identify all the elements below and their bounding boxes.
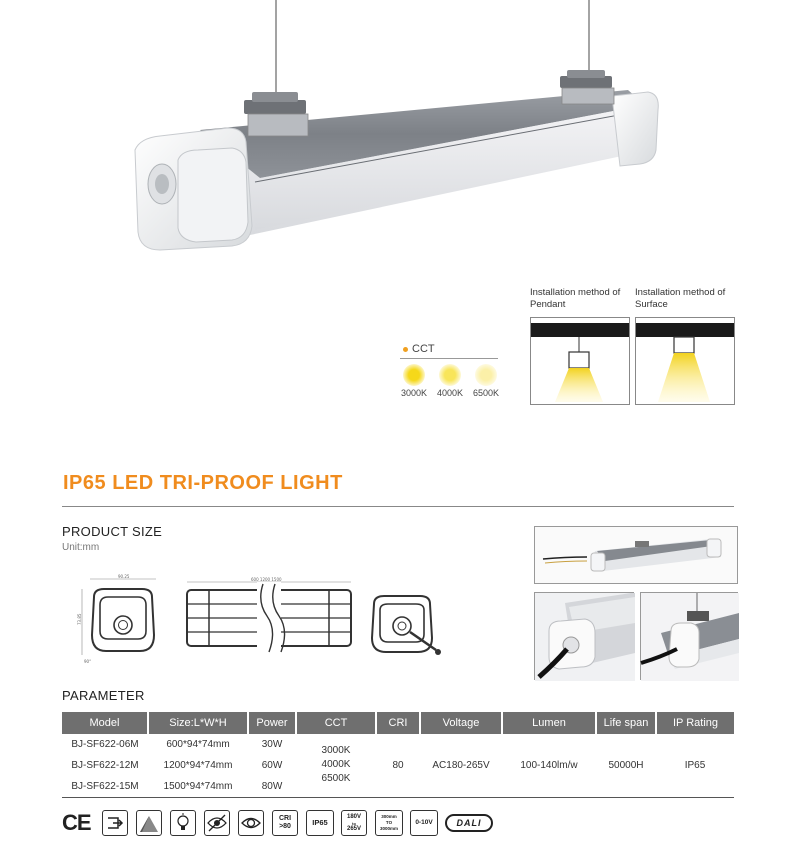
cct-4000k-swatch-icon [439,364,461,386]
dim-length-label: 600 1200 1500 [251,577,282,582]
table-header-row [62,712,734,734]
ce-mark-icon: CE [62,810,91,835]
surface-diagram [635,317,735,405]
unit-label: Unit:mm [62,542,100,553]
dali-logo-icon: DALI [445,814,493,832]
header-lumen: Lumen [502,712,596,734]
pendant-caption: Installation method of Pendant [530,287,621,310]
cell-power: 80W [261,780,283,792]
product-hero-image [0,0,800,270]
cct-title: CCT [403,343,435,355]
cct-value-3000k: 3000K [321,745,351,757]
page-title: IP65 LED TRI-PROOF LIGHT [63,472,343,494]
cell-voltage: AC180-265V [432,759,490,771]
product-size-heading: PRODUCT SIZE [62,524,163,539]
cell-model: BJ-SF622-15M [71,780,139,792]
cable-length-icon: 300mm TO 3000mm [375,810,403,836]
product-photo-bracket [640,592,738,680]
side-profile-drawing [183,578,355,654]
product-photo-full [534,526,738,584]
surface-caption: Installation method of Surface [635,287,726,310]
cct-label-4000k: 4000K [436,388,464,398]
no-flicker-icon [204,810,230,836]
product-photo-endcap [534,592,634,680]
cct-label-3000k: 3000K [400,388,428,398]
header-ip-rating: IP Rating [656,712,734,734]
cell-model: BJ-SF622-12M [71,760,139,771]
dimming-0-10v-icon: 0-10V [410,810,438,836]
cct-6500k-swatch-icon [475,364,497,386]
ip65-rating-icon: IP65 [306,810,334,836]
cell-size: 600*94*74mm [166,739,230,750]
bullet-dot-icon [403,347,408,352]
cell-model: BJ-SF622-06M [71,739,139,750]
parameter-heading: PARAMETER [62,688,145,703]
header-power: Power [248,712,296,734]
cell-cct [296,734,376,797]
header-size: Size:L*W*H [148,712,248,734]
dim-angle-label: 90° [84,659,92,664]
parameter-table [62,712,734,798]
cct-value-4000k: 4000K [321,759,351,771]
header-life-span: Life span [596,712,656,734]
cell-size: 1200*94*74mm [163,760,233,771]
cct-divider [400,358,498,359]
end-cap-drawing [368,592,448,660]
lamp-bulb-icon [170,810,196,836]
cell-life-span: 50000H [608,759,644,771]
eye-protection-icon [238,810,264,836]
voltage-range-icon: 180V to 265V [341,810,367,836]
title-divider [62,506,734,507]
cct-label-6500k: 6500K [472,388,500,398]
class-two-insulation-icon [102,810,128,836]
cell-power: 30W [261,739,283,750]
cell-size: 1500*94*74mm [163,780,233,792]
header-cct: CCT [296,712,376,734]
front-profile-drawing [78,575,168,665]
dim-width-label: 90.25 [118,574,130,579]
cri-rating-icon: CRI >80 [272,810,298,836]
dim-height-label: 73.85 [77,613,82,625]
angle-beam-icon [136,810,162,836]
cell-lumen: 100-140lm/w [520,759,578,771]
cell-power: 60W [261,760,283,771]
header-cri: CRI [376,712,420,734]
cell-cri: 80 [392,759,404,771]
cct-value-6500k: 6500K [321,773,351,785]
table-row [62,734,734,755]
header-voltage: Voltage [420,712,502,734]
pendant-diagram [530,317,630,405]
cell-ip-rating: IP65 [684,759,706,771]
cct-3000k-swatch-icon [403,364,425,386]
header-model: Model [62,712,148,734]
